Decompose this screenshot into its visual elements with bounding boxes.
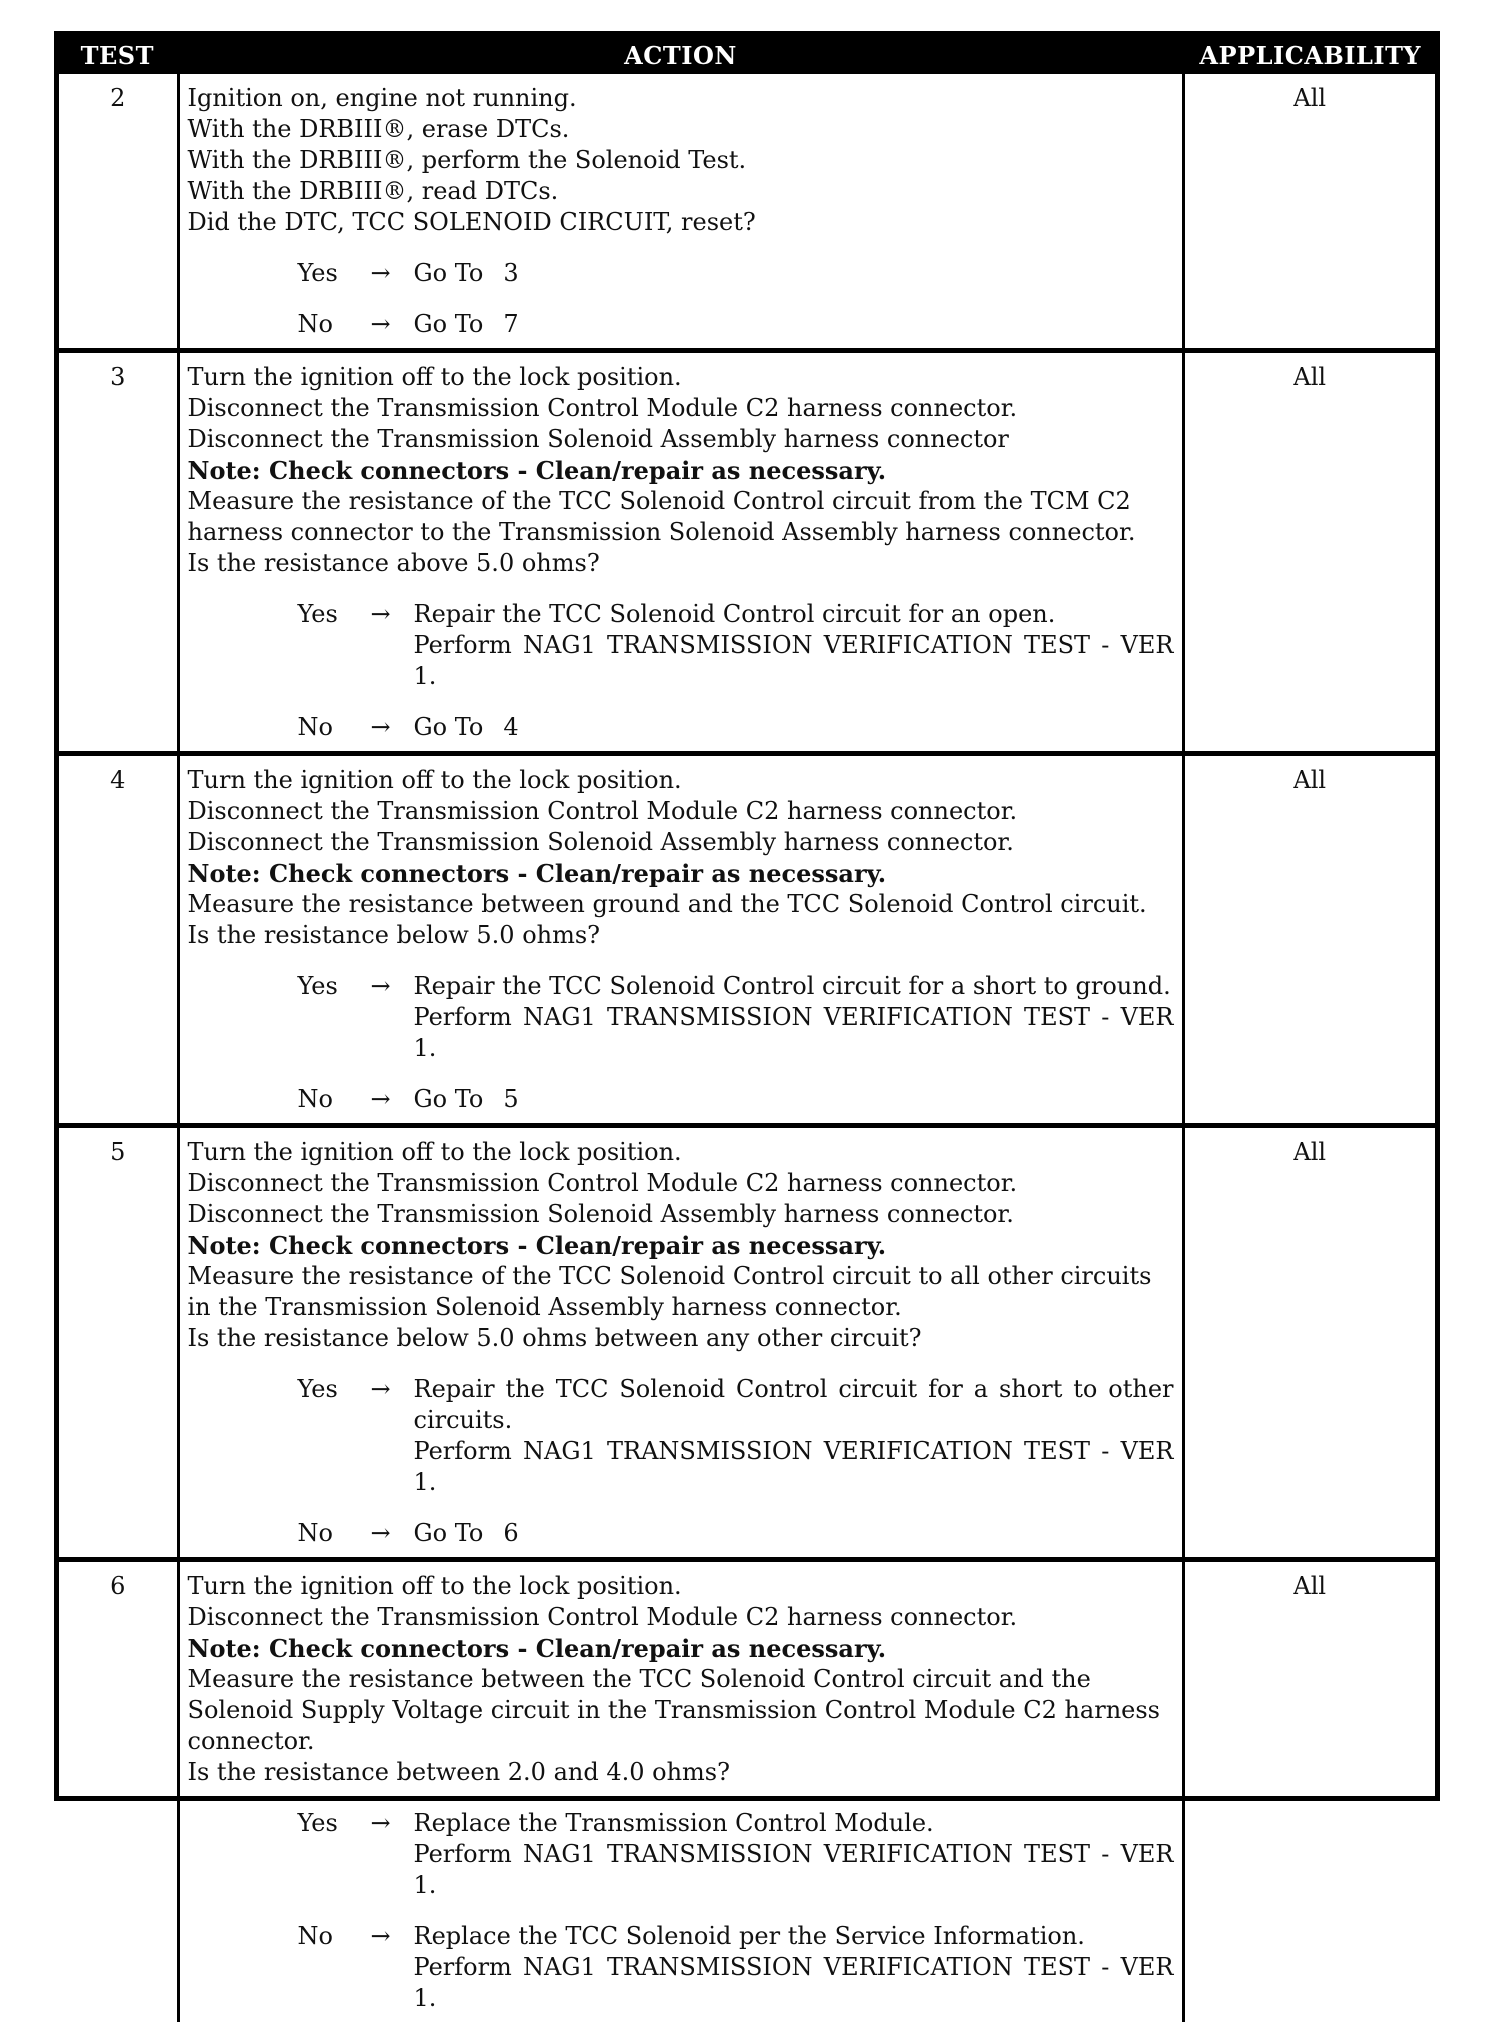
- step-line: Measure the resistance between ground and the TCC Solenoid Control circuit.: [188, 889, 1174, 920]
- outcome-result: [414, 1518, 1174, 1549]
- outcomes: [188, 258, 1174, 340]
- outcome-label: No: [298, 1921, 348, 1952]
- table-row: [59, 754, 1435, 1126]
- outcome-no: [188, 1921, 1174, 2014]
- right-arrow-icon: →: [348, 1808, 414, 1839]
- outcome-label: Yes: [298, 258, 348, 289]
- table-row: [59, 351, 1435, 754]
- result-line: Perform NAG1 TRANSMISSION VERIFICATION TEST - VER 1.: [414, 1002, 1174, 1064]
- goto-label: Go To: [414, 310, 484, 338]
- step-line: Is the resistance above 5.0 ohms?: [188, 548, 1174, 579]
- table-row: [59, 1126, 1435, 1560]
- result-line: Perform NAG1 TRANSMISSION VERIFICATION TEST - VER 1.: [414, 630, 1174, 692]
- goto-label: Go To: [414, 1085, 484, 1113]
- action-cell: [178, 1126, 1183, 1560]
- step-line: Turn the ignition off to the lock position.: [188, 1137, 1174, 1168]
- outcomes: [188, 971, 1174, 1115]
- step-line: Disconnect the Transmission Control Module C2 harness connector.: [188, 1602, 1174, 1633]
- right-arrow-icon: →: [348, 712, 414, 743]
- result-line: Perform NAG1 TRANSMISSION VERIFICATION TEST - VER 1.: [414, 1952, 1174, 2014]
- right-arrow-icon: →: [348, 1084, 414, 1115]
- goto-label: Go To: [414, 1519, 484, 1547]
- outcomes: [188, 1374, 1174, 1549]
- table-body: [59, 74, 1435, 2022]
- table-row: [59, 1560, 1435, 2022]
- test-number: 5: [59, 1126, 178, 1560]
- outcome-result: [414, 971, 1174, 1064]
- step-line: Did the DTC, TCC SOLENOID CIRCUIT, reset?: [188, 207, 1174, 238]
- outcome-result: [414, 258, 1174, 289]
- applicability-value: All: [1183, 1560, 1435, 2022]
- outcomes: [188, 599, 1174, 743]
- outcome-label: Yes: [298, 1808, 348, 1839]
- test-number: 2: [59, 74, 178, 351]
- outcome-result: [414, 599, 1174, 692]
- test-number: 6: [59, 1560, 178, 2022]
- result-line: Perform NAG1 TRANSMISSION VERIFICATION TEST - VER 1.: [414, 1839, 1174, 1901]
- step-line: Disconnect the Transmission Solenoid Assembly harness connector.: [188, 827, 1174, 858]
- step-line: With the DRBIII®, perform the Solenoid Test.: [188, 145, 1174, 176]
- step-line: Is the resistance between 2.0 and 4.0 ohms?: [188, 1757, 1174, 1788]
- outcomes: [188, 1808, 1174, 2014]
- action-cell: [178, 74, 1183, 351]
- header-test: TEST: [59, 36, 178, 74]
- step-line: Disconnect the Transmission Control Module C2 harness connector.: [188, 393, 1174, 424]
- outcome-label: Yes: [298, 599, 348, 630]
- header-action: ACTION: [178, 36, 1183, 74]
- step-line: Measure the resistance between the TCC Solenoid Control circuit and the Solenoid Supply Voltage circuit in the Transmission Control Module C2 harness connector.: [188, 1664, 1174, 1757]
- right-arrow-icon: →: [348, 1921, 414, 1952]
- result-line: Repair the TCC Solenoid Control circuit for a short to other circuits.: [414, 1374, 1174, 1436]
- outcome-no: [188, 1084, 1174, 1115]
- right-arrow-icon: →: [348, 258, 414, 289]
- action-cell: [178, 351, 1183, 754]
- goto-label: Go To: [414, 259, 484, 287]
- goto-target: 3: [503, 259, 518, 287]
- outcome-result: [414, 712, 1174, 743]
- goto-label: Go To: [414, 713, 484, 741]
- outcome-label: No: [298, 1084, 348, 1115]
- step-line: Disconnect the Transmission Solenoid Assembly harness connector: [188, 424, 1174, 455]
- outcome-result: [414, 1808, 1174, 1901]
- table-row: [59, 74, 1435, 351]
- outcome-yes: [188, 1374, 1174, 1498]
- goto-target: 7: [503, 310, 518, 338]
- right-arrow-icon: →: [348, 1374, 414, 1405]
- result-line: Perform NAG1 TRANSMISSION VERIFICATION TEST - VER 1.: [414, 1436, 1174, 1498]
- result-line: Repair the TCC Solenoid Control circuit for a short to ground.: [414, 971, 1174, 1002]
- outcome-yes: [188, 258, 1174, 289]
- note-line: Note: Check connectors - Clean/repair as necessary.: [188, 1230, 1174, 1261]
- test-number: 3: [59, 351, 178, 754]
- outcome-yes: [188, 1808, 1174, 1901]
- action-cell: [178, 1560, 1183, 2022]
- step-line: Is the resistance below 5.0 ohms?: [188, 920, 1174, 951]
- applicability-value: All: [1183, 74, 1435, 351]
- result-line: Replace the TCC Solenoid per the Service Information.: [414, 1921, 1174, 1952]
- step-line: Turn the ignition off to the lock position.: [188, 765, 1174, 796]
- step-line: Turn the ignition off to the lock position.: [188, 362, 1174, 393]
- goto-target: 6: [503, 1519, 518, 1547]
- goto-target: 4: [503, 713, 518, 741]
- outcome-label: No: [298, 712, 348, 743]
- result-line: Replace the Transmission Control Module.: [414, 1808, 1174, 1839]
- outcome-label: No: [298, 309, 348, 340]
- step-line: Disconnect the Transmission Control Module C2 harness connector.: [188, 1168, 1174, 1199]
- outcome-result: [414, 1374, 1174, 1498]
- outcome-no: [188, 712, 1174, 743]
- step-line: Disconnect the Transmission Control Module C2 harness connector.: [188, 796, 1174, 827]
- outcome-result: [414, 1921, 1174, 2014]
- step-line: Disconnect the Transmission Solenoid Assembly harness connector.: [188, 1199, 1174, 1230]
- note-line: Note: Check connectors - Clean/repair as necessary.: [188, 1633, 1174, 1664]
- outcome-result: [414, 1084, 1174, 1115]
- outcome-yes: [188, 599, 1174, 692]
- note-line: Note: Check connectors - Clean/repair as necessary.: [188, 858, 1174, 889]
- result-line: Repair the TCC Solenoid Control circuit for an open.: [414, 599, 1174, 630]
- right-arrow-icon: →: [348, 1518, 414, 1549]
- step-line: Measure the resistance of the TCC Solenoid Control circuit from the TCM C2 harness connector to the Transmission Solenoid Assembly harness connector.: [188, 486, 1174, 548]
- step-line: With the DRBIII®, erase DTCs.: [188, 114, 1174, 145]
- action-cell: [178, 754, 1183, 1126]
- right-arrow-icon: →: [348, 971, 414, 1002]
- right-arrow-icon: →: [348, 309, 414, 340]
- step-line: Measure the resistance of the TCC Solenoid Control circuit to all other circuits in the Transmission Solenoid Assembly harness connector.: [188, 1261, 1174, 1323]
- diagnostic-test-table: [54, 31, 1440, 1801]
- right-arrow-icon: →: [348, 599, 414, 630]
- outcome-no: [188, 309, 1174, 340]
- outcome-no: [188, 1518, 1174, 1549]
- step-line: Ignition on, engine not running.: [188, 83, 1174, 114]
- test-number: 4: [59, 754, 178, 1126]
- outcome-result: [414, 309, 1174, 340]
- goto-target: 5: [503, 1085, 518, 1113]
- outcome-label: No: [298, 1518, 348, 1549]
- note-line: Note: Check connectors - Clean/repair as necessary.: [188, 455, 1174, 486]
- outcome-label: Yes: [298, 1374, 348, 1405]
- step-line: With the DRBIII®, read DTCs.: [188, 176, 1174, 207]
- applicability-value: All: [1183, 351, 1435, 754]
- applicability-value: All: [1183, 1126, 1435, 1560]
- step-line: Is the resistance below 5.0 ohms between any other circuit?: [188, 1323, 1174, 1354]
- table-header-row: [59, 36, 1435, 74]
- test-table: [59, 36, 1435, 2022]
- step-line: Turn the ignition off to the lock position.: [188, 1571, 1174, 1602]
- header-applicability: APPLICABILITY: [1183, 36, 1435, 74]
- outcome-yes: [188, 971, 1174, 1064]
- outcome-label: Yes: [298, 971, 348, 1002]
- applicability-value: All: [1183, 754, 1435, 1126]
